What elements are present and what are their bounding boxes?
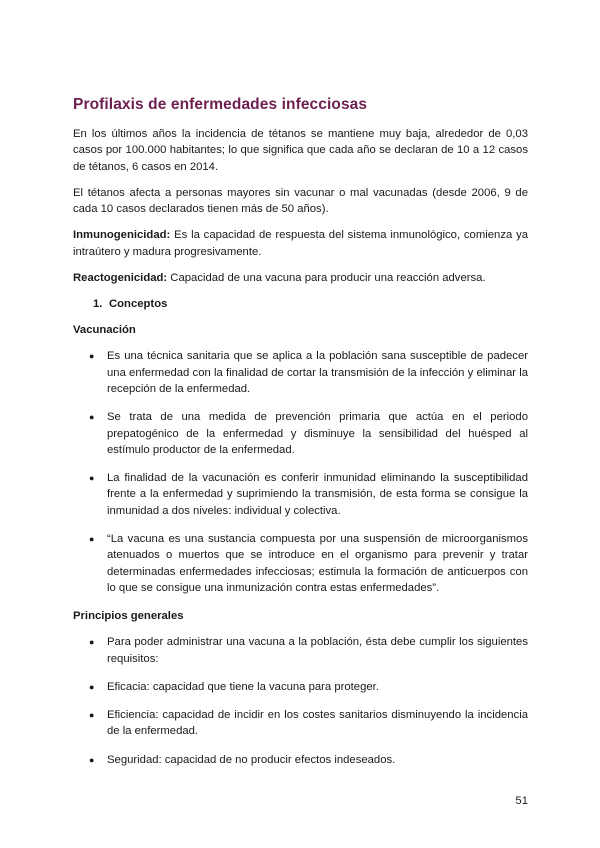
definition-reactogenicidad: Capacidad de una vacuna para producir una reacción adversa. [167,272,486,285]
list-item [73,679,528,695]
bullet-icon: ● [89,534,95,545]
section-number: 1. [93,298,103,311]
section-label: Conceptos [109,298,168,311]
page-number: 51 [515,795,528,807]
paragraph-reactogenicidad [73,270,528,286]
bullet-icon: ● [89,637,95,648]
page-content [73,96,528,780]
bullet-icon: ● [89,681,95,692]
list-item [73,470,528,519]
list-item [73,348,528,397]
list-item-text: Es una técnica sanitaria que se aplica a la población sana susceptible de padecer una enfermedad con la finalidad de cortar la transmisión de la infección y eliminar la recepción de la enfermedad. [107,350,528,395]
list-item-text: Se trata de una medida de prevención primaria que actúa en el periodo prepatogénico de la enfermedad y disminuye la sensibilidad del huésped al estímulo productor de la enfermedad. [107,411,528,456]
list-vacunacion [73,348,528,596]
bullet-icon: ● [89,754,95,765]
subheading-vacunacion: Vacunación [73,324,136,337]
list-item [73,409,528,458]
list-item [73,634,528,667]
paragraph-tetanos-incidencia: En los últimos años la incidencia de tétanos se mantiene muy baja, alrededor de 0,03 casos por 100.000 habitantes; lo que significa que cada año se declaran de 10 a 12 casos de tétanos, 6 casos en 2014. [73,128,528,173]
list-item-text: Para poder administrar una vacuna a la población, ésta debe cumplir los siguientes requisitos: [107,636,528,665]
subheading-principios-generales: Principios generales [73,610,184,623]
list-item [73,531,528,596]
definition-inmunogenicidad: Es la capacidad de respuesta del sistema inmunológico, comienza ya intraútero y madura progresivamente. [73,229,528,258]
paragraph-inmunogenicidad [73,227,528,260]
list-item-text: La finalidad de la vacunación es conferir inmunidad eliminando la susceptibilidad frente a la enfermedad y suprimiendo la transmisión, de esta forma se consigue la inmunidad a dos niveles: individual y colectiva. [107,472,528,517]
page-title: Profilaxis de enfermedades infecciosas [73,96,368,113]
paragraph-tetanos-afecta: El tétanos afecta a personas mayores sin vacunar o mal vacunadas (desde 2006, 9 de cada 10 casos declarados tienen más de 50 años). [73,186,528,216]
bullet-icon: ● [89,412,95,423]
bullet-icon: ● [89,710,95,721]
list-item-text: “La vacuna es una sustancia compuesta por una suspensión de microorganismos atenuados o muertos que se introduce en el organismo para prevenir y tratar determinadas enfermedades infecciosas; estimula la formación de anticuerpos con lo que se consigue una inmunización contra estas enfermedades”. [107,533,528,594]
list-item-text: Seguridad: capacidad de no producir efectos indeseados. [107,753,396,766]
list-item-text: Eficacia: capacidad que tiene la vacuna para proteger. [107,680,379,693]
list-item-text: Eficiencia: capacidad de incidir en los costes sanitarios disminuyendo la incidencia de la enfermedad. [107,709,528,738]
bullet-icon: ● [89,473,95,484]
section-heading-conceptos [93,296,528,312]
bullet-icon: ● [89,351,95,362]
term-inmunogenicidad: Inmunogenicidad: [73,229,171,242]
list-item [73,752,528,768]
term-reactogenicidad: Reactogenicidad: [73,272,168,285]
list-item [73,707,528,740]
list-principios [73,634,528,768]
